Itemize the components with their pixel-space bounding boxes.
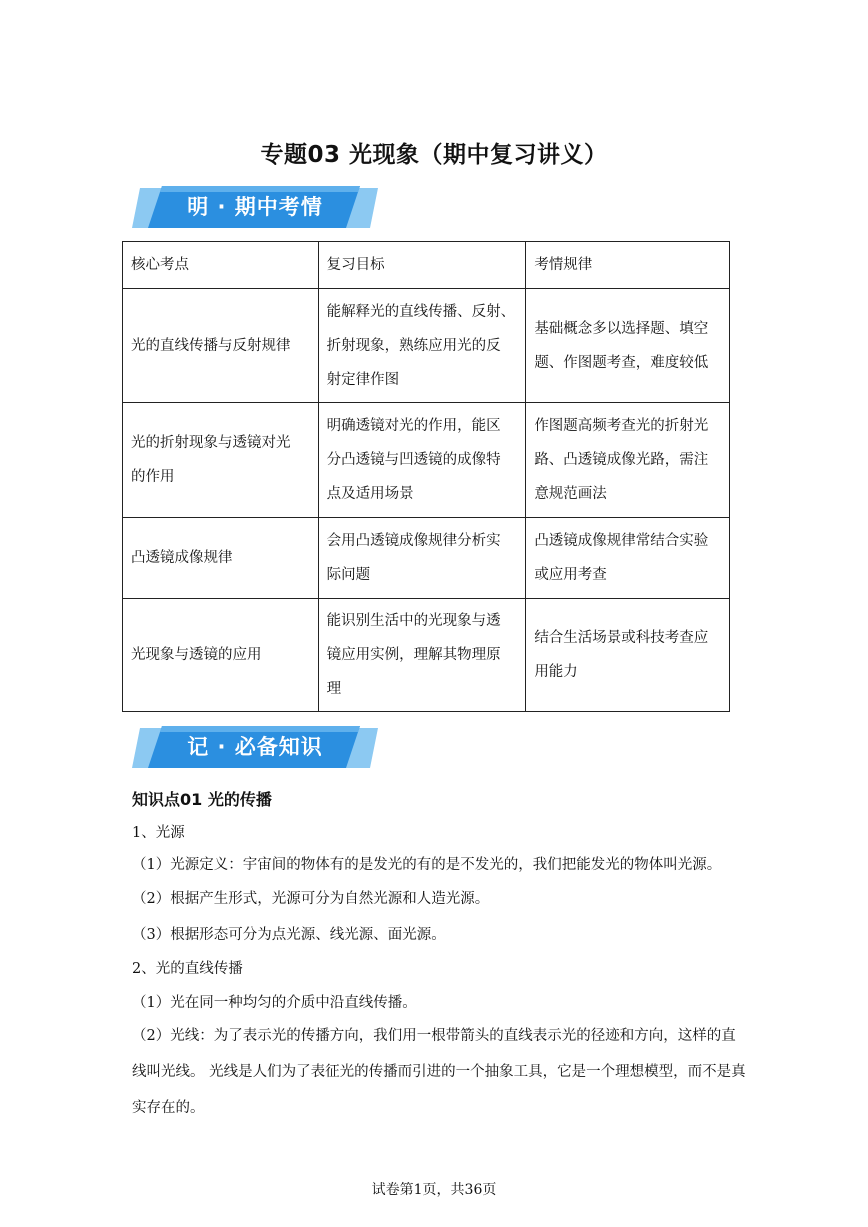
table-cell: 能识别生活中的光现象与透 镜应用实例，理解其物理原 理	[318, 599, 526, 712]
page-footer: 试卷第1页，共36页	[371, 1182, 497, 1198]
paragraph: （1）光在同一种均匀的介质中沿直线传播。	[132, 995, 417, 1011]
banner-title: 记 · 必备知识	[187, 735, 323, 759]
knowledge-heading: 知识点01 光的传播	[132, 790, 272, 809]
table-cell: 凸透镜成像规律常结合实验 或应用考查	[526, 518, 730, 599]
page-title: 专题03 光现象（期中复习讲义）	[260, 142, 608, 168]
table-cell: 明确透镜对光的作用，能区 分凸透镜与凹透镜的成像特 点及适用场景	[318, 403, 526, 518]
table-cell: 基础概念多以选择题、填空 题、作图题考查，难度较低	[526, 289, 730, 403]
header-cell: 考情规律	[526, 242, 730, 289]
section-banner-knowledge	[132, 724, 378, 772]
table-row	[123, 599, 730, 712]
header-cell: 复习目标	[318, 242, 526, 289]
table-row	[123, 403, 730, 518]
section-banner-exam	[132, 184, 378, 232]
paragraph: 1、光源	[132, 825, 185, 841]
table-cell: 光的折射现象与透镜对光 的作用	[123, 403, 319, 518]
exam-overview-table	[122, 241, 730, 712]
table-cell: 光现象与透镜的应用	[123, 599, 319, 712]
table-cell: 能解释光的直线传播、反射、 折射现象，熟练应用光的反 射定律作图	[318, 289, 526, 403]
table-row	[123, 289, 730, 403]
paragraph: 2、光的直线传播	[132, 961, 243, 977]
paragraph: （3）根据形态可分为点光源、线光源、面光源。	[132, 927, 446, 943]
table-cell: 凸透镜成像规律	[123, 518, 319, 599]
table-cell: 会用凸透镜成像规律分析实 际问题	[318, 518, 526, 599]
banner-title: 明 · 期中考情	[187, 195, 323, 219]
paragraph: （2）光线：为了表示光的传播方向，我们用一根带箭头的直线表示光的径迹和方向，这样的直线叫光线。 光线是人们为了表征光的传播而引进的一个抽象工具，它是一个理想模型，而不是真实存在的。	[132, 1028, 746, 1116]
paragraph: （1）光源定义：宇宙间的物体有的是发光的有的是不发光的，我们把能发光的物体叫光源。	[132, 857, 722, 873]
table-row	[123, 518, 730, 599]
header-cell: 核心考点	[123, 242, 319, 289]
table-cell: 作图题高频考查光的折射光 路、凸透镜成像光路，需注 意规范画法	[526, 403, 730, 518]
table-header-row	[123, 242, 730, 289]
table-cell: 结合生活场景或科技考查应 用能力	[526, 599, 730, 712]
paragraph: （2）根据产生形式，光源可分为自然光源和人造光源。	[132, 891, 490, 907]
table-cell: 光的直线传播与反射规律	[123, 289, 319, 403]
